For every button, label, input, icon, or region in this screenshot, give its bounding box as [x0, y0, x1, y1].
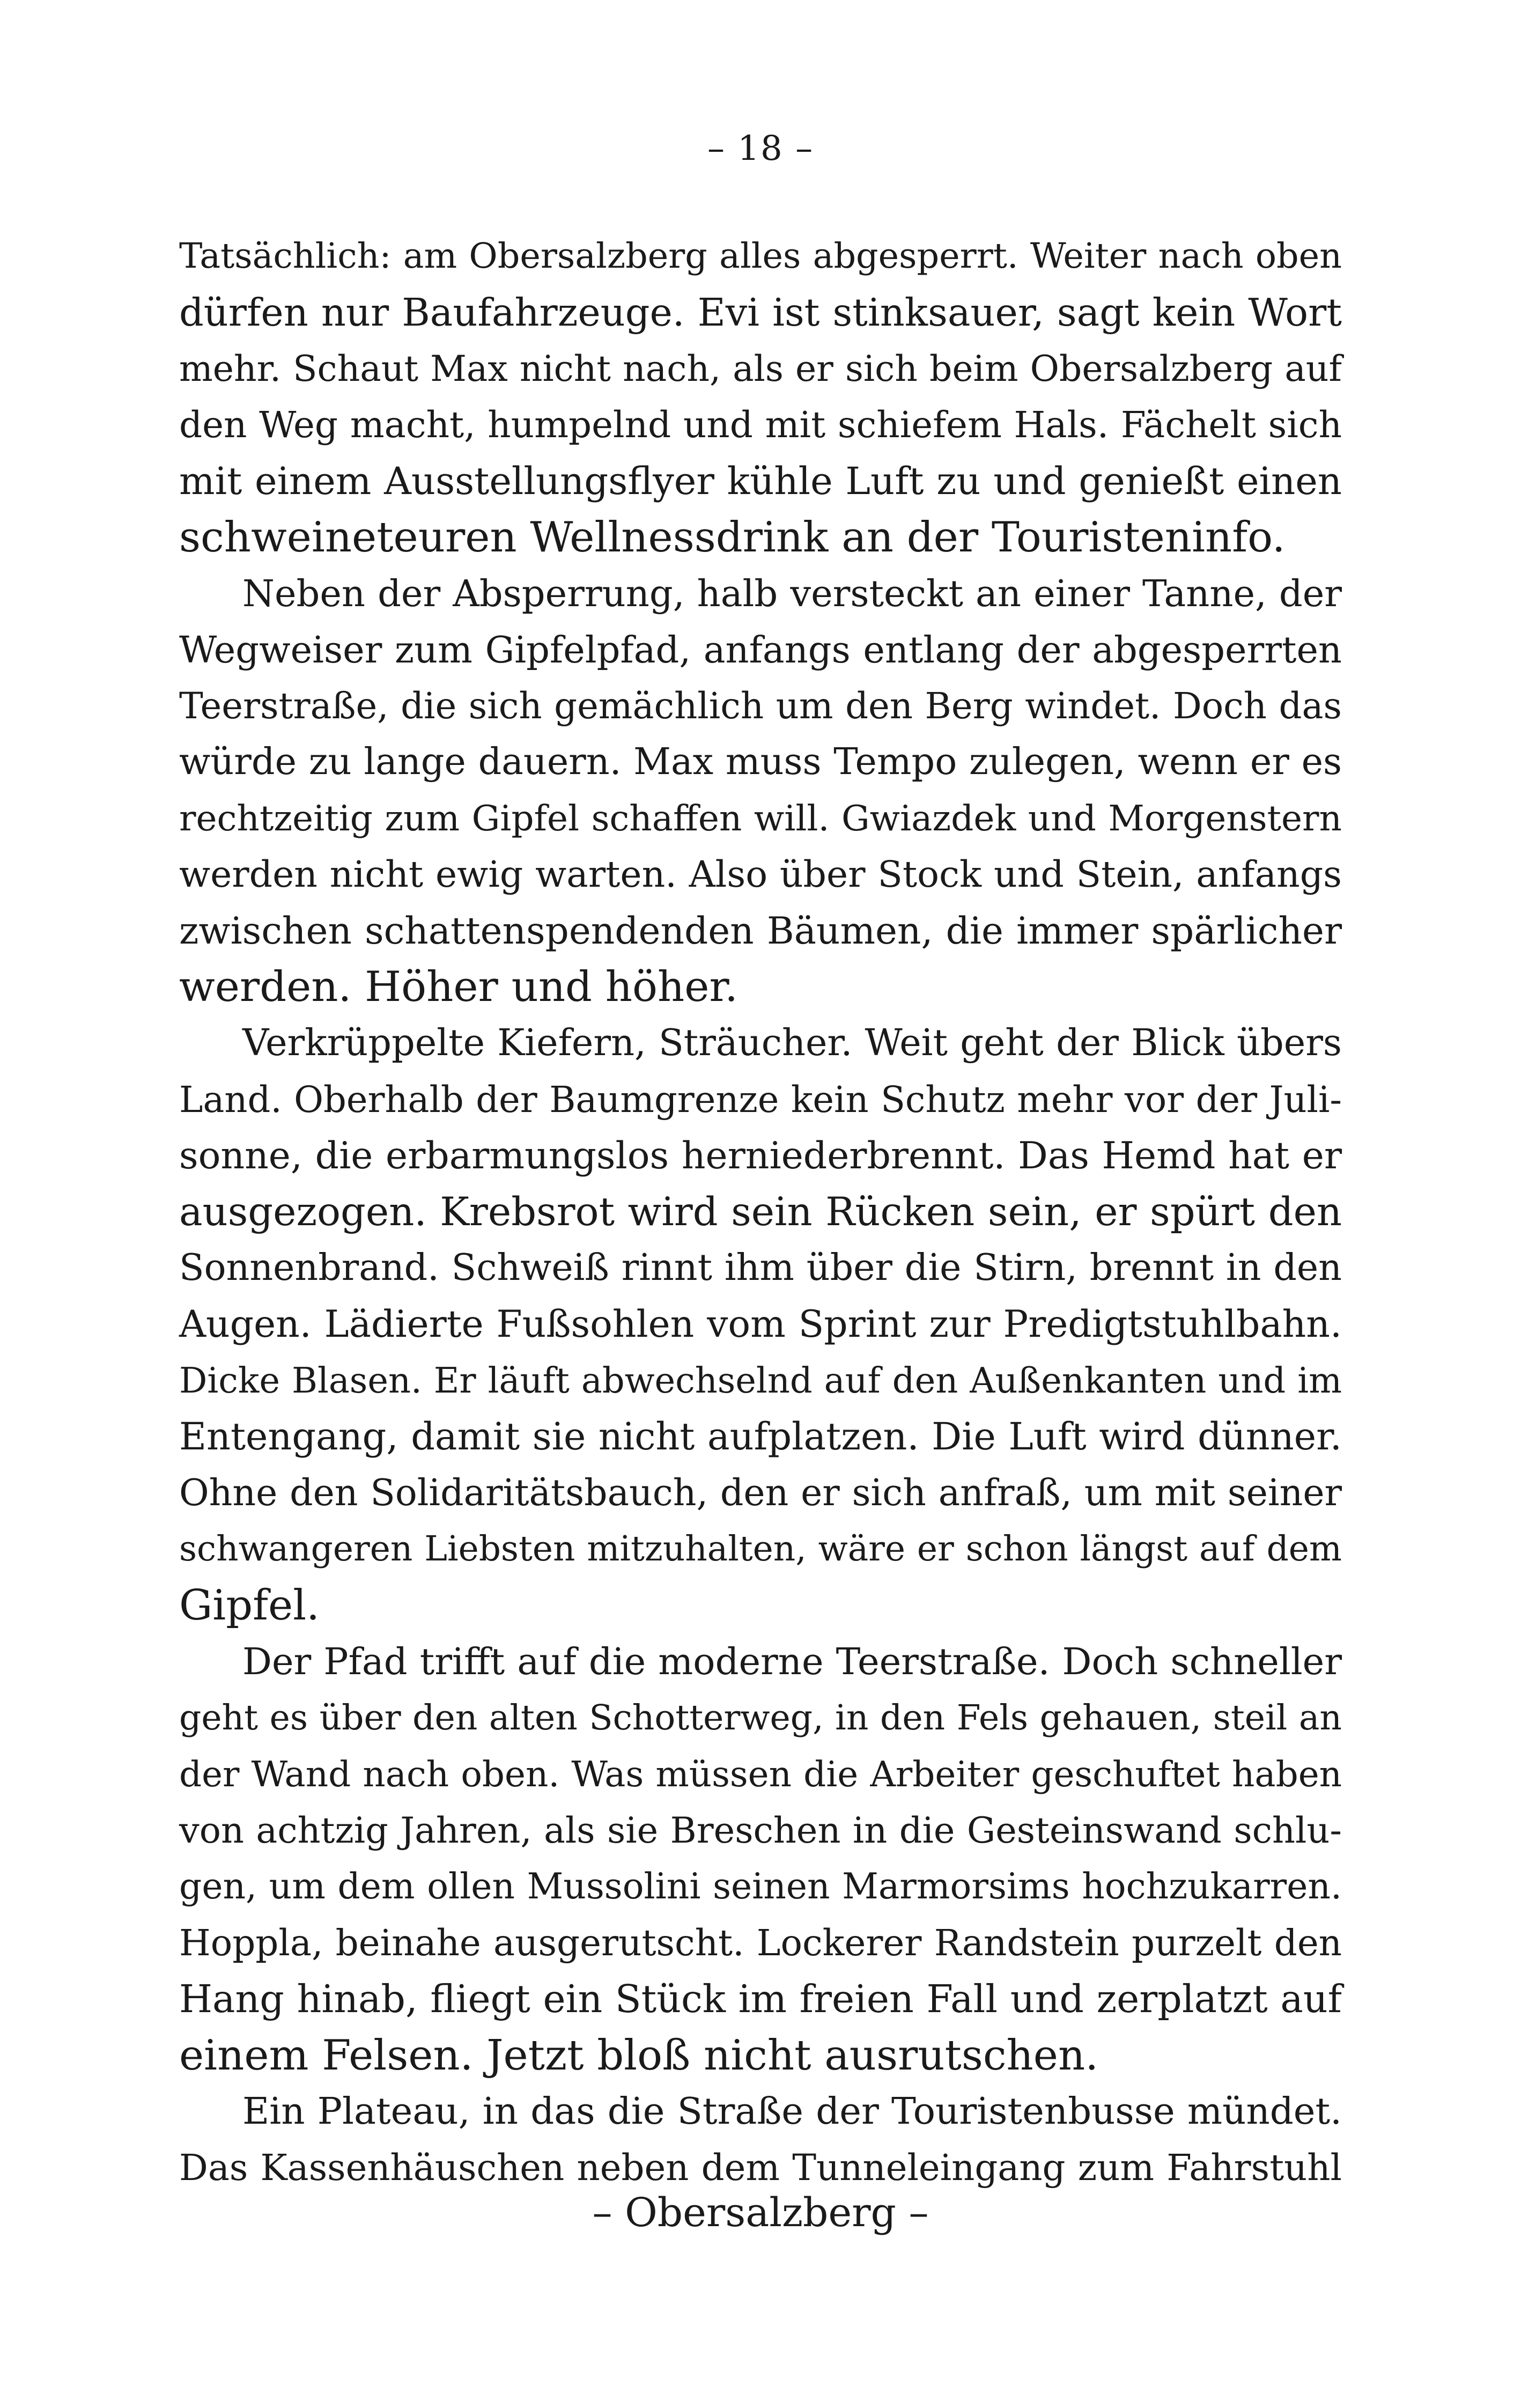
text-line: von achtzig Jahren, als sie Breschen in die Gesteinswand schlu-: [179, 1809, 1342, 1852]
text-line: mehr. Schaut Max nicht nach, als er sich beim Obersalzberg auf: [179, 348, 1342, 389]
body-text: [179, 229, 1342, 2196]
paragraph: [179, 1634, 1342, 2083]
running-footer-title: – Obersalzberg –: [592, 2190, 929, 2236]
text-line: Der Pfad trifft auf die moderne Teerstraße. Doch schneller: [242, 1640, 1342, 1683]
text-line: werden. Höher und höher.: [179, 963, 738, 1012]
text-line: Entengang, damit sie nicht aufplatzen. Die Luft wird dünner.: [179, 1415, 1342, 1459]
text-line: sonne, die erbarmungslos herniederbrennt. Das Hemd hat er: [179, 1134, 1342, 1177]
paragraph: [179, 1015, 1342, 1634]
text-line: würde zu lange dauern. Max muss Tempo zulegen, wenn er es: [179, 741, 1342, 784]
text-line: rechtzeitig zum Gipfel schaffen will. Gwiazdek und Morgenstern: [179, 797, 1342, 839]
paragraph: [179, 229, 1342, 566]
text-line: Land. Oberhalb der Baumgrenze kein Schutz mehr vor der Juli-: [179, 1078, 1342, 1121]
text-line: Augen. Lädierte Fußsohlen vom Sprint zur Predigtstuhlbahn.: [179, 1303, 1342, 1346]
text-line: Tatsächlich: am Obersalzberg alles abgesperrt. Weiter nach oben: [179, 236, 1342, 276]
text-line: dürfen nur Baufahrzeuge. Evi ist stinksauer, sagt kein Wort: [179, 290, 1342, 335]
text-line: der Wand nach oben. Was müssen die Arbeiter geschuftet haben: [179, 1753, 1342, 1795]
text-line: mit einem Ausstellungsflyer kühle Luft zu und genießt einen: [179, 459, 1342, 504]
text-line: Sonnenbrand. Schweiß rinnt ihm über die Stirn, brennt in den: [179, 1247, 1342, 1290]
text-line: Ohne den Solidaritätsbauch, den er sich anfraß, um mit seiner: [179, 1471, 1342, 1514]
text-line: Hang hinab, fliegt ein Stück im freien Fall und zerplatzt auf: [179, 1976, 1342, 2021]
text-line: den Weg macht, humpelnd und mit schiefem Hals. Fächelt sich: [179, 403, 1342, 446]
text-line: Teerstraße, die sich gemächlich um den Berg windet. Doch das: [179, 685, 1342, 727]
text-line: schweineteuren Wellnessdrink an der Touristeninfo.: [179, 513, 1286, 562]
text-line: Hoppla, beinahe ausgerutscht. Lockerer Randstein purzelt den: [179, 1921, 1342, 1964]
text-line: Ein Plateau, in das die Straße der Touristenbusse mündet.: [242, 2090, 1342, 2133]
text-line: gen, um dem ollen Mussolini seinen Marmorsims hochzukarren.: [179, 1866, 1342, 1908]
text-line: Wegweiser zum Gipfelpfad, anfangs entlang der abgesperrten: [179, 628, 1342, 672]
text-line: einem Felsen. Jetzt bloß nicht ausrutschen.: [179, 2031, 1098, 2080]
text-line: zwischen schattenspendenden Bäumen, die immer spärlicher: [179, 909, 1342, 953]
paragraph: [179, 2083, 1342, 2196]
text-line: Verkrüppelte Kiefern, Sträucher. Weit geht der Blick übers: [242, 1022, 1342, 1065]
text-line: ausgezogen. Krebsrot wird sein Rücken sein, er spürt den: [179, 1189, 1342, 1235]
paragraph: [179, 566, 1342, 1015]
text-line: geht es über den alten Schotterweg, in den Fels gehauen, steil an: [179, 1697, 1342, 1738]
text-line: werden nicht ewig warten. Also über Stock und Stein, anfangs: [179, 853, 1342, 896]
text-line: Gipfel.: [179, 1581, 320, 1630]
page-number: – 18 –: [707, 129, 814, 168]
text-line: schwangeren Liebsten mitzuhalten, wäre er schon längst auf dem: [179, 1529, 1342, 1570]
text-line: Das Kassenhäuschen neben dem Tunneleingang zum Fahrstuhl: [179, 2147, 1342, 2189]
text-line: Neben der Absperrung, halb versteckt an einer Tanne, der: [242, 572, 1342, 615]
text-line: Dicke Blasen. Er läuft abwechselnd auf den Außenkanten und im: [179, 1360, 1342, 1401]
